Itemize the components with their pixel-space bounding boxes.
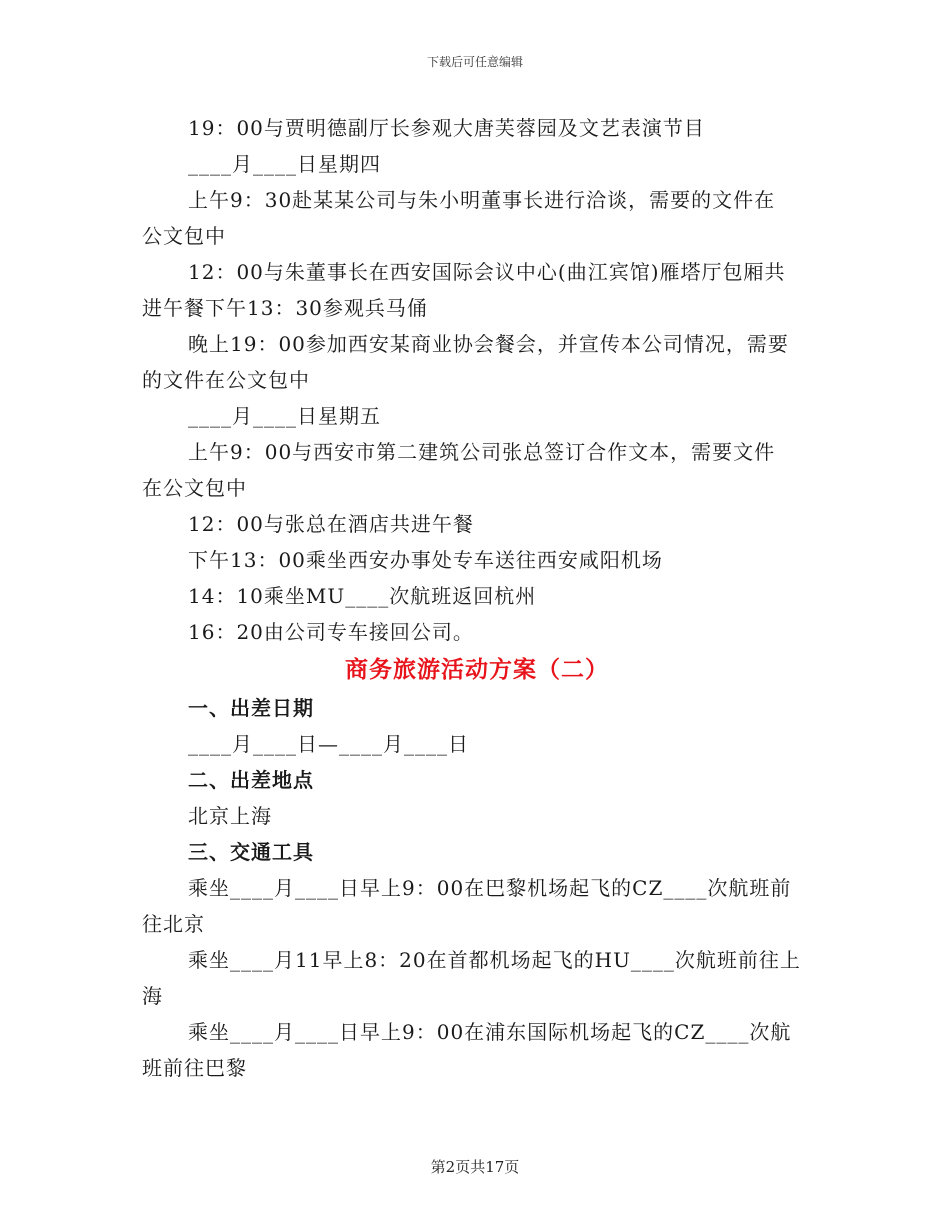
section-line-continued: 班前往巴黎 <box>142 1056 247 1080</box>
section-heading-transport: 三、交通工具 <box>188 840 314 864</box>
section-line: 北京上海 <box>188 804 272 828</box>
schedule-date-line: ____月____日星期五 <box>188 404 381 428</box>
page-footer: 第2页共17页 <box>430 1158 520 1176</box>
schedule-date-line: ____月____日星期四 <box>188 152 381 176</box>
schedule-line: 晚上19：00参加西安某商业协会餐会，并宣传本公司情况，需要 <box>188 332 789 356</box>
section-line: 乘坐____月____日早上9：00在巴黎机场起飞的CZ____次航班前 <box>188 876 792 900</box>
section-line: 乘坐____月____日早上9：00在浦东国际机场起飞的CZ____次航 <box>188 1020 792 1044</box>
schedule-line-continued: 公文包中 <box>142 224 226 248</box>
header-note: 下载后可任意编辑 <box>426 55 523 69</box>
section-line-continued: 海 <box>142 984 163 1008</box>
schedule-line: 12：00与朱董事长在西安国际会议中心(曲江宾馆)雁塔厅包厢共 <box>188 260 786 284</box>
section-heading-location: 二、出差地点 <box>188 768 314 792</box>
section-line: 乘坐____月11早上8：20在首都机场起飞的HU____次航班前往上 <box>188 948 801 972</box>
schedule-line: 上午9：30赴某某公司与朱小明董事长进行洽谈，需要的文件在 <box>188 188 776 212</box>
schedule-line: 19：00与贾明德副厅长参观大唐芙蓉园及文艺表演节目 <box>188 116 705 140</box>
schedule-line-continued: 在公文包中 <box>142 476 247 500</box>
section-line-continued: 往北京 <box>142 912 205 936</box>
document-body <box>142 110 812 1086</box>
schedule-line: 14：10乘坐MU____次航班返回杭州 <box>188 584 537 608</box>
document-title: 商务旅游活动方案（二） <box>345 656 609 683</box>
schedule-line: 16：20由公司专车接回公司。 <box>188 620 474 644</box>
schedule-line-continued: 的文件在公文包中 <box>142 368 310 392</box>
schedule-line: 12：00与张总在酒店共进午餐 <box>188 512 474 536</box>
schedule-line-continued: 进午餐下午13：30参观兵马俑 <box>142 296 428 320</box>
schedule-line: 下午13：00乘坐西安办事处专车送往西安咸阳机场 <box>188 548 663 572</box>
schedule-line: 上午9：00与西安市第二建筑公司张总签订合作文本，需要文件 <box>188 440 776 464</box>
section-heading-date: 一、出差日期 <box>188 696 314 720</box>
section-line: ____月____日—____月____日 <box>188 732 469 756</box>
